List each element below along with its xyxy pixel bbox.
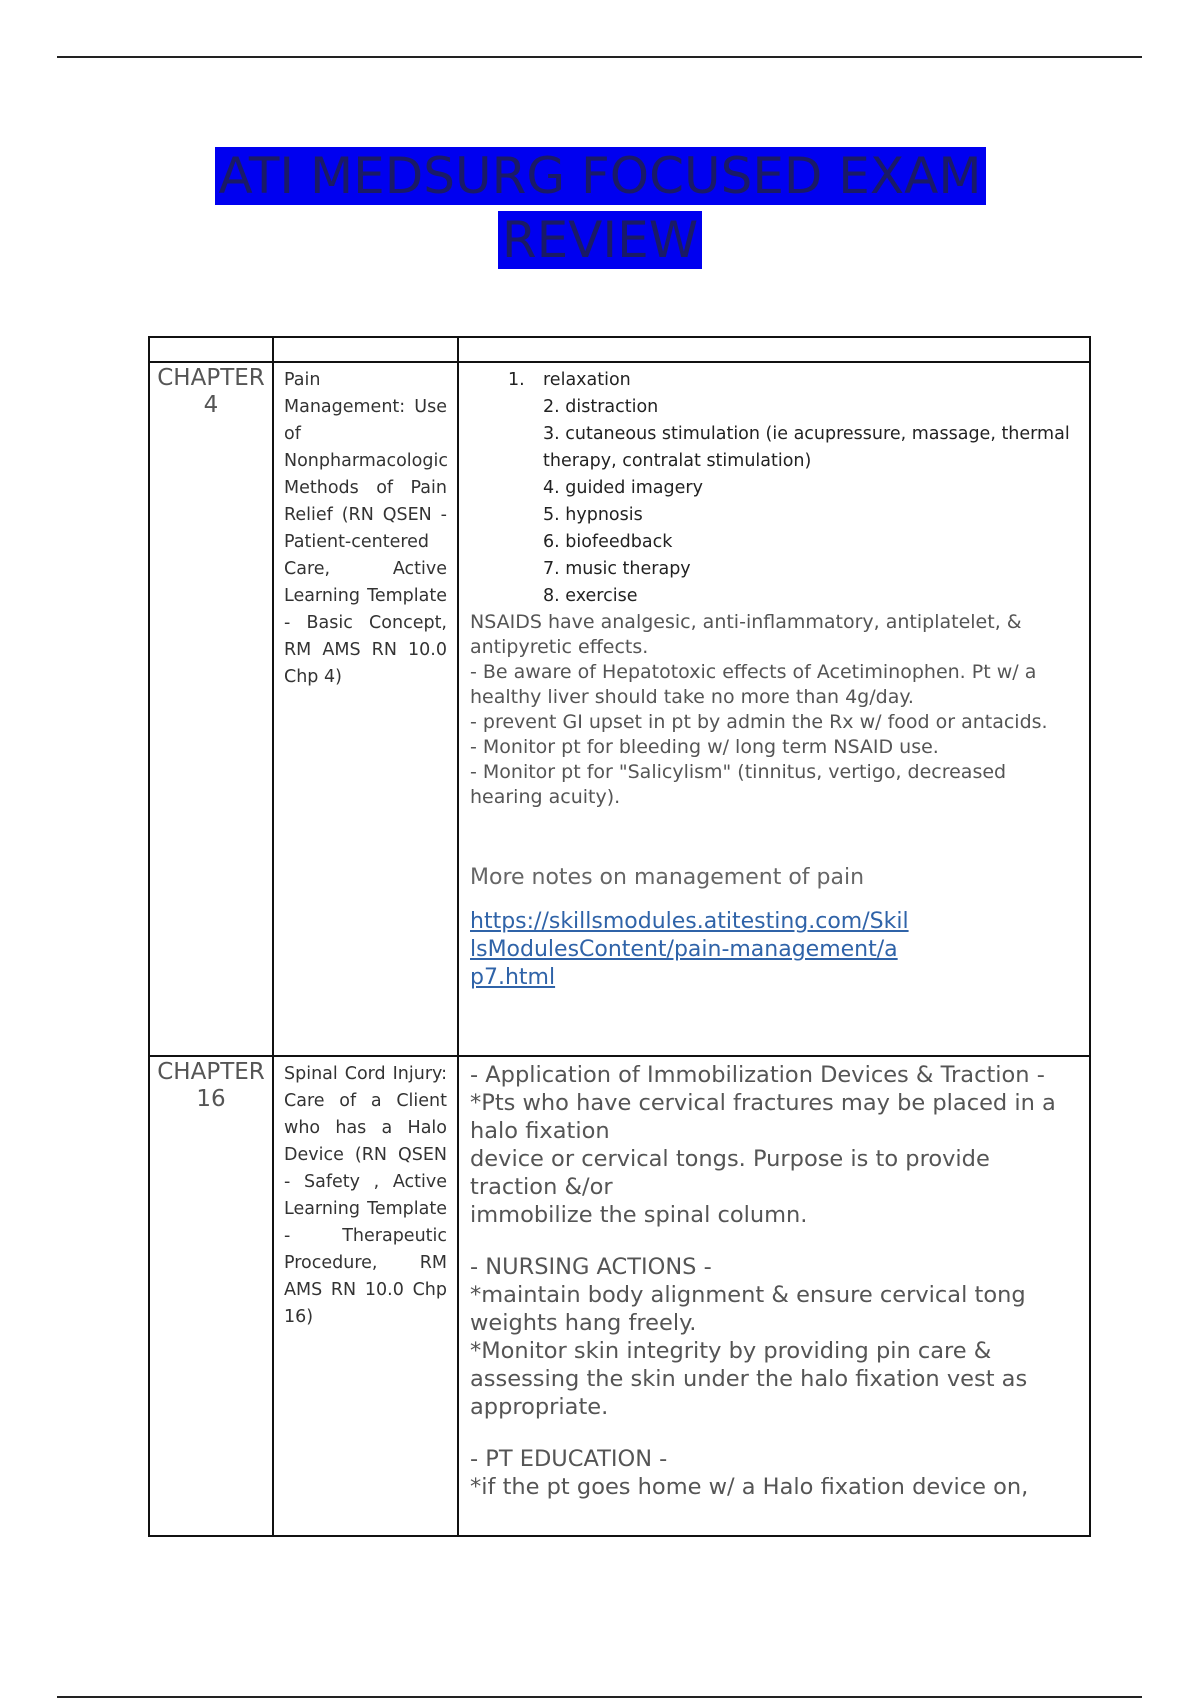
title-line-1: ATI MEDSURG FOCUSED EXAM [215, 147, 986, 205]
list-item: 5. hypnosis [543, 505, 643, 525]
list-number: 1. [508, 370, 525, 390]
chapter-cell: CHAPTER 4 [149, 362, 273, 1056]
title-line-2: REVIEW [498, 211, 702, 269]
header-rule [57, 56, 1142, 58]
note-text: - Be aware of Hepatotoxic effects of Acetiminophen. Pt w/ a healthy liver should take no more than 4g/day. [470, 661, 1037, 708]
list-item: 8. exercise [543, 586, 638, 606]
header-cell [273, 337, 458, 362]
header-cell [149, 337, 273, 362]
methods-list [470, 367, 1081, 610]
table-row [149, 1056, 1090, 1536]
footer-rule [57, 1696, 1142, 1698]
section-heading: - NURSING ACTIONS - [470, 1254, 712, 1280]
section-text: *Monitor skin integrity by providing pin care & assessing the skin under the halo fixation vest as appropriate. [470, 1338, 1028, 1420]
document-title [100, 144, 1100, 272]
list-item: 7. music therapy [543, 559, 691, 579]
list-item: 6. biofeedback [543, 532, 673, 552]
pain-management-link[interactable]: https://skillsmodules.atitesting.com/SkillsModulesContent/pain-management/ap7.html [470, 909, 909, 990]
note-text: - prevent GI upset in pt by admin the Rx w/ food or antacids. [470, 711, 1048, 733]
topic-cell: Spinal Cord Injury: Care of a Client who has a Halo Device (RN QSEN - Safety , Active Learning Template - Therapeutic Procedure, RM AMS RN 10.0 Chp 16) [273, 1056, 458, 1536]
section-heading: - Application of Immobilization Devices & Traction - [470, 1062, 1045, 1088]
more-notes-label: More notes on management of pain [470, 865, 865, 890]
table-row [149, 362, 1090, 1056]
section-text: device or cervical tongs. Purpose is to provide traction &/or [470, 1146, 990, 1200]
list-item: 1. relaxation [470, 367, 1081, 394]
note-text: - Monitor pt for "Salicylism" (tinnitus, vertigo, decreased hearing acuity). [470, 761, 1007, 808]
section-text: *if the pt goes home w/ a Halo fixation device on, [470, 1474, 1029, 1500]
list-item: 2. distraction [543, 397, 659, 417]
content-cell [458, 1056, 1090, 1536]
content-cell [458, 362, 1090, 1056]
list-item: 3. cutaneous stimulation (ie acupressure, massage, thermal therapy, contralat stimulation) [543, 424, 1070, 471]
review-table [148, 336, 1091, 1537]
list-item: 4. guided imagery [543, 478, 703, 498]
header-cell [458, 337, 1090, 362]
note-text: - Monitor pt for bleeding w/ long term NSAID use. [470, 736, 939, 758]
section-heading: - PT EDUCATION - [470, 1446, 668, 1472]
section-text: *Pts who have cervical fractures may be placed in a halo fixation [470, 1090, 1056, 1144]
topic-cell: Pain Management: Use of Nonpharmacologic Methods of Pain Relief (RN QSEN - Patient-centered Care, Active Learning Template - Basic Concept, RM AMS RN 10.0 Chp 4) [273, 362, 458, 1056]
chapter-cell: CHAPTER 16 [149, 1056, 273, 1536]
table-header-row [149, 337, 1090, 362]
section-text: immobilize the spinal column. [470, 1202, 808, 1228]
note-text: NSAIDS have analgesic, anti-inflammatory, antiplatelet, & antipyretic effects. [470, 611, 1022, 658]
section-text: *maintain body alignment & ensure cervical tong weights hang freely. [470, 1282, 1026, 1336]
